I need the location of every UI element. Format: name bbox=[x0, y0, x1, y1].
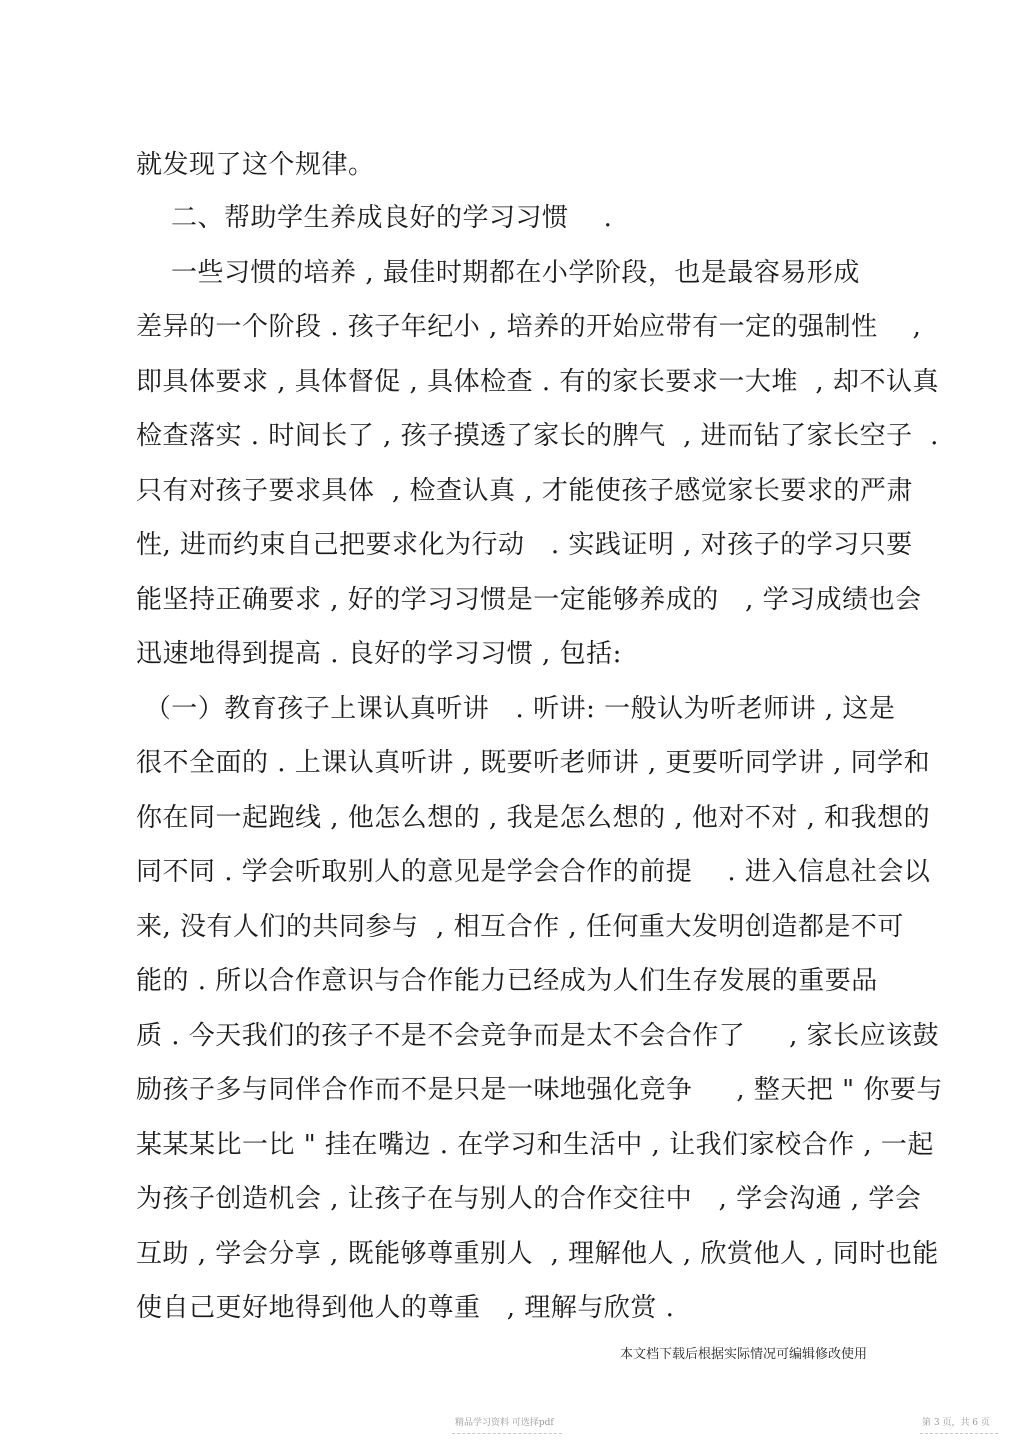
footer-left-mark: 精品学习资料 可选择pdf bbox=[455, 1418, 554, 1428]
section-heading: 二、帮助学生养成良好的学习习惯 . bbox=[136, 203, 613, 233]
subsection-line: （一）教育孩子上课认真听讲 . 听讲: 一般认为听老师讲 , 这是 bbox=[136, 694, 896, 724]
footer-divider-left bbox=[452, 1433, 562, 1434]
text-line-8: 性, 进而约束自己把要求化为行动 . 实践证明 , 对孩子的学习只要 bbox=[136, 530, 913, 560]
text-line-9: 能坚持正确要求 , 好的学习习惯是一定能够养成的 , 学习成绩也会 bbox=[136, 585, 922, 615]
text-line-17: 质 . 今天我们的孩子不是不会竞争而是太不会合作了 , 家长应该鼓 bbox=[136, 1021, 940, 1051]
text-line-5: 即具体要求 , 具体督促 , 具体检查 . 有的家长要求一大堆 , 却不认真 bbox=[136, 367, 939, 397]
text-line-7: 只有对孩子要求具体 , 检查认真 , 才能使孩子感觉家长要求的严肃 bbox=[136, 476, 913, 506]
text-line-19: 某某某比一比 " 挂在嘴边 . 在学习和生活中 , 让我们家校合作 , 一起 bbox=[136, 1130, 934, 1160]
text-line-10: 迅速地得到提高 . 良好的学习习惯 , 包括: bbox=[136, 639, 622, 669]
footer-divider-right bbox=[920, 1433, 998, 1434]
text-line-16: 能的 . 所以合作意识与合作能力已经成为人们生存发展的重要品 bbox=[136, 966, 878, 996]
text-line-20: 为孩子创造机会 , 让孩子在与别人的合作交往中 , 学会沟通 , 学会 bbox=[136, 1184, 922, 1214]
text-line-6: 检查落实 . 时间长了 , 孩子摸透了家长的脾气 , 进而钻了家长空子 . bbox=[136, 421, 939, 451]
text-line-13: 你在同一起跑线 , 他怎么想的 , 我是怎么想的 , 他对不对 , 和我想的 bbox=[136, 803, 931, 833]
text-line-22: 使自己更好地得到他人的尊重 , 理解与欣赏 . bbox=[136, 1293, 675, 1323]
text-line-21: 互助 , 学会分享 , 既能够尊重别人 , 理解他人 , 欣赏他人 , 同时也能 bbox=[136, 1239, 939, 1269]
text-line-14: 同不同 . 学会听取别人的意见是学会合作的前提 . 进入信息社会以 bbox=[136, 857, 931, 887]
text-line-15: 来, 没有人们的共同参与 , 相互合作 , 任何重大发明创造都是不可 bbox=[136, 912, 904, 942]
text-line-3: 一些习惯的培养 , 最佳时期都在小学阶段，也是最容易形成 bbox=[136, 258, 860, 288]
text-line-12: 很不全面的 . 上课认真听讲 , 既要听老师讲 , 更要听同学讲 , 同学和 bbox=[136, 748, 931, 778]
footer-note: 本文档下载后根据实际情况可编辑修改使用 bbox=[620, 1347, 868, 1362]
page-number: 第 3 页，共 6 页 bbox=[922, 1418, 990, 1428]
text-line-18: 励孩子多与同伴合作而不是只是一味地强化竞争 , 整天把 " 你要与 bbox=[136, 1075, 943, 1105]
text-line-1: 就发现了这个规律。 bbox=[136, 150, 375, 180]
text-line-4: 差异的一个阶段 . 孩子年纪小 , 培养的开始应带有一定的强制性 , bbox=[136, 312, 922, 342]
